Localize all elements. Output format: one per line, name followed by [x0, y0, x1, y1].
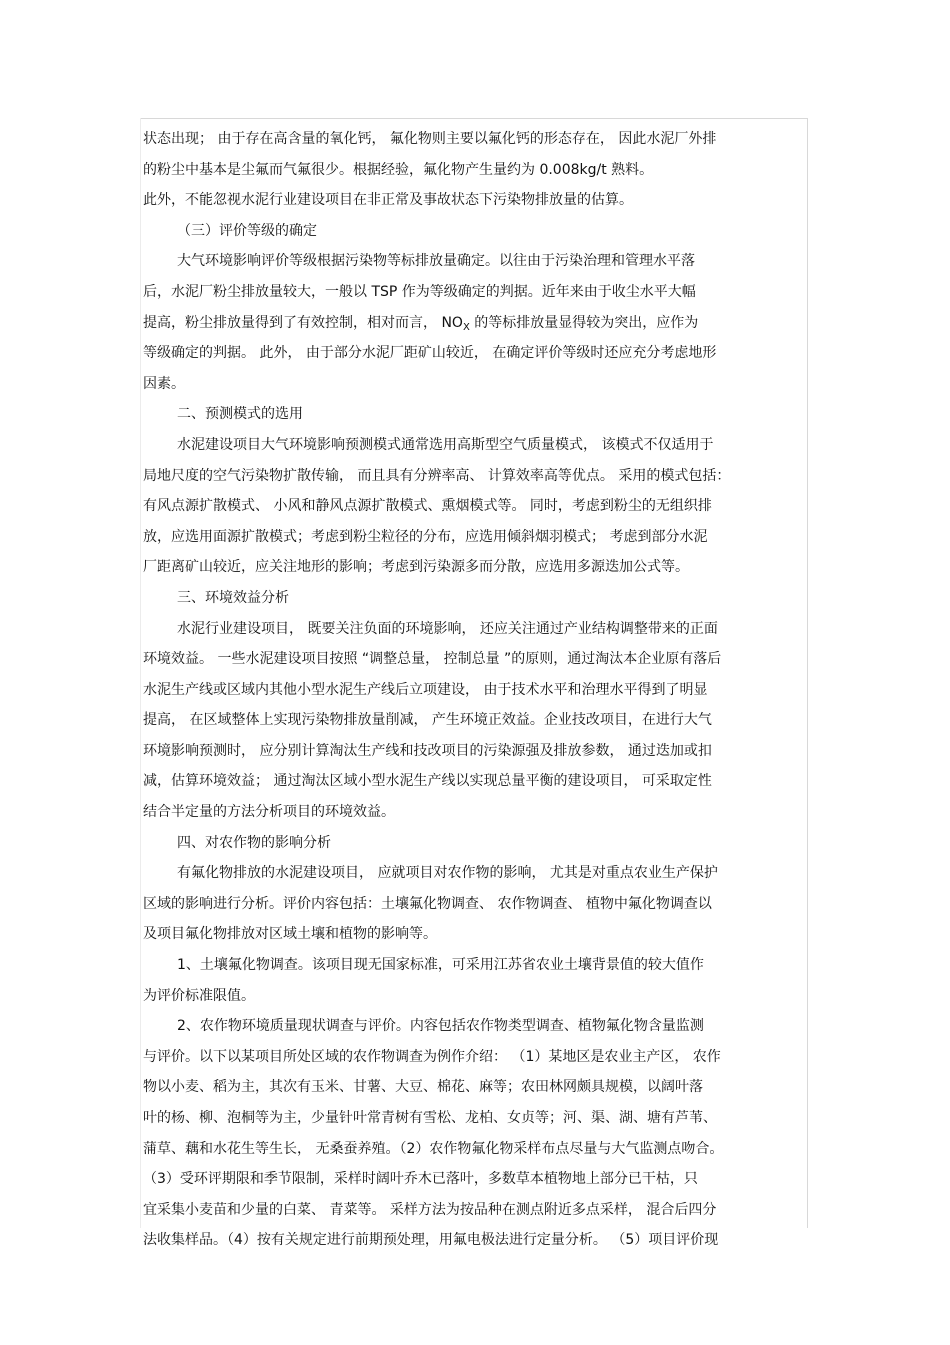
text-line: 叶的杨、柳、泡桐等为主，少量针叶常青树有雪松、龙柏、女贞等；河、渠、湖、塘有芦苇、	[143, 1110, 717, 1126]
text-line: 后，水泥厂粉尘排放量较大，一般以 TSP 作为等级确定的判据。近年来由于收尘水平大幅	[143, 283, 696, 300]
text-line: 水泥行业建设项目， 既要关注负面的环境影响， 还应关注通过产业结构调整带来的正面	[177, 620, 718, 637]
text-line: 的粉尘中基本是尘氟而气氟很少。根据经验，氟化物产生量约为 0.008kg/t 熟料。	[143, 161, 654, 178]
text-line: 结合半定量的方法分析项目的环境效益。	[143, 804, 395, 821]
text-line: 环境影响预测时， 应分别计算淘汰生产线和技改项目的污染源强及排放参数， 通过迭加或扣	[143, 742, 712, 759]
text-line: 状态出现； 由于存在高含量的氧化钙， 氟化物则主要以氟化钙的形态存在， 因此水泥厂外排	[143, 131, 717, 147]
text-line: 区域的影响进行分析。评价内容包括：土壤氟化物调查、 农作物调查、 植物中氟化物调查以	[143, 895, 712, 912]
text-line: 宜采集小麦苗和少量的白菜、 青菜等。 采样方法为按品种在测点附近多点采样， 混合后四分	[143, 1201, 717, 1218]
text-line: 水泥建设项目大气环境影响预测模式通常选用高斯型空气质量模式， 该模式不仅适用于	[177, 436, 714, 453]
document-body	[143, 124, 803, 1256]
text-line: 厂距离矿山较近，应关注地形的影响；考虑到污染源多而分散，应选用多源迭加公式等。	[143, 559, 689, 576]
text-line: 法收集样品。（4）按有关规定进行前期预处理，用氟电极法进行定量分析。 （5）项目评价现	[143, 1232, 719, 1249]
page-frame-left	[140, 118, 141, 1228]
text-segment: 提高，粉尘排放量得到了有效控制，相对而言， NO	[143, 314, 463, 331]
page-frame-top	[140, 118, 808, 119]
text-line: 局地尺度的空气污染物扩散传输， 而且具有分辨率高、 计算效率高等优点。 采用的模式包括：	[143, 467, 731, 484]
text-segment: 的等标排放量显得较为突出，应作为	[469, 314, 699, 331]
text-line-nox	[143, 308, 803, 339]
section-heading: 二、预测模式的选用	[177, 406, 303, 423]
section-heading: （三）评价等级的确定	[177, 222, 317, 239]
text-line: 水泥生产线或区域内其他小型水泥生产线后立项建设， 由于技术水平和治理水平得到了明显	[143, 681, 708, 698]
text-line: 环境效益。 一些水泥建设项目按照 “调整总量， 控制总量 ”的原则，通过淘汰本企业原有落后	[143, 651, 722, 668]
text-line: 蒲草、藕和水花生等生长， 无桑蚕养殖。（2）农作物氟化物采样布点尽量与大气监测点吻合。	[143, 1140, 724, 1157]
text-line: 提高， 在区域整体上实现污染物排放量削减， 产生环境正效益。企业技改项目，在进行大气	[143, 712, 712, 729]
text-line: 物以小麦、稻为主，其次有玉米、甘薯、大豆、棉花、麻等；农田林网颇具规模，以阔叶落	[143, 1079, 703, 1096]
subscript-x: X	[462, 321, 470, 333]
text-line: 减，估算环境效益； 通过淘汰区域小型水泥生产线以实现总量平衡的建设项目， 可采取定性	[143, 773, 712, 790]
text-line: 此外，不能忽视水泥行业建设项目在非正常及事故状态下污染物排放量的估算。	[143, 192, 633, 209]
text-line: 为评价标准限值。	[143, 987, 255, 1004]
text-line: 有风点源扩散模式、 小风和静风点源扩散模式、熏烟模式等。 同时，考虑到粉尘的无组织排	[143, 498, 712, 515]
section-heading: 四、对农作物的影响分析	[177, 834, 331, 851]
text-line: 放，应选用面源扩散模式；考虑到粉尘粒径的分布，应选用倾斜烟羽模式； 考虑到部分水泥	[143, 528, 708, 545]
text-line: 2、农作物环境质量现状调查与评价。内容包括农作物类型调查、植物氟化物含量监测	[177, 1018, 704, 1035]
text-line: 有氟化物排放的水泥建设项目， 应就项目对农作物的影响， 尤其是对重点农业生产保护	[177, 865, 718, 882]
page-frame-right	[807, 118, 808, 1228]
text-line: 等级确定的判据。 此外， 由于部分水泥厂距矿山较近， 在确定评价等级时还应充分考虑地形	[143, 345, 717, 362]
text-line: 及项目氟化物排放对区域土壤和植物的影响等。	[143, 926, 437, 943]
text-line: （3）受环评期限和季节限制，采样时阔叶乔木已落叶，多数草本植物地上部分已干枯，只	[143, 1171, 698, 1188]
text-line: 与评价。以下以某项目所处区域的农作物调查为例作介绍： （1）某地区是农业主产区， 农作	[143, 1048, 721, 1065]
section-heading: 三、环境效益分析	[177, 589, 289, 606]
text-line: 1、土壤氟化物调查。该项目现无国家标准，可采用江苏省农业土壤背景值的较大值作	[177, 957, 704, 974]
text-line: 大气环境影响评价等级根据污染物等标排放量确定。以往由于污染治理和管理水平落	[177, 253, 695, 270]
text-line: 因素。	[143, 375, 185, 392]
